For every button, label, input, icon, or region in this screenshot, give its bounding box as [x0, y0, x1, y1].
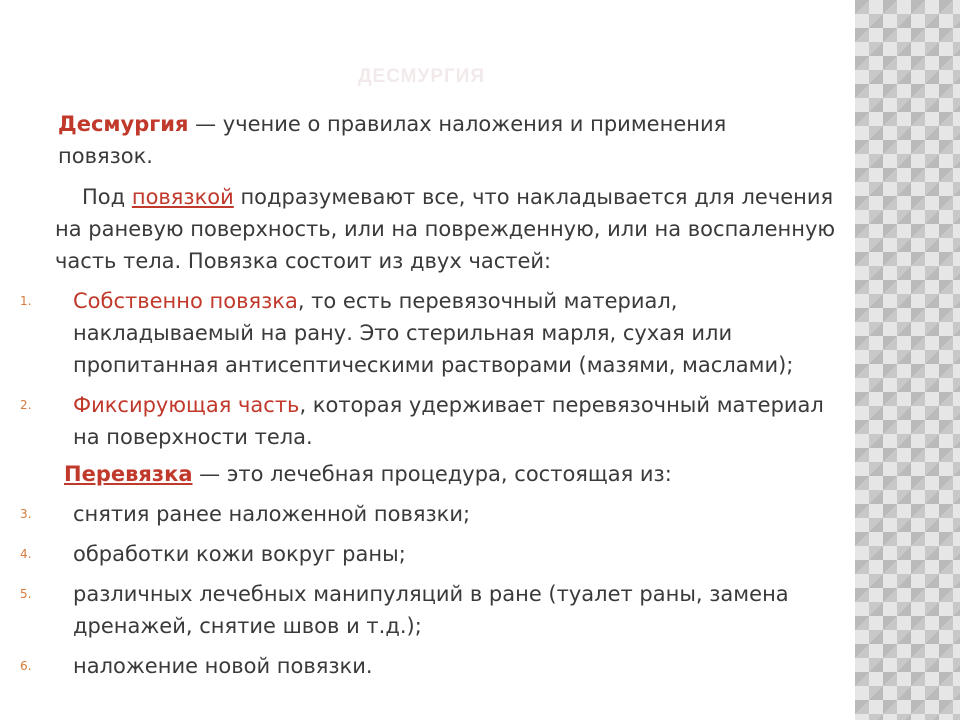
list-text: , то есть перевязочный материал, накладываемый на рану. Это стерильная марля, сухая или пропитанная антисептическими растворами (мазями, маслами);: [73, 289, 794, 377]
list-item: [0, 538, 833, 570]
bandage-text: подразумевают все, что накладывается для лечения на раневую поверхность, или на поврежденную, или на воспаленную часть тела. Повязка состоит из двух частей:: [55, 185, 836, 273]
list-term: Фиксирующая часть: [73, 393, 300, 417]
list-item: [0, 285, 833, 381]
list-number: 4.: [20, 547, 32, 561]
dressing-text: — это лечебная процедура, состоящая из:: [192, 462, 672, 486]
decorative-side-panel: [855, 0, 960, 720]
list-item: [0, 389, 833, 453]
term-dressing-link[interactable]: Перевязка: [64, 462, 193, 486]
list-number: 1.: [20, 294, 32, 308]
list-item: [0, 578, 833, 642]
slide-body: [0, 108, 850, 682]
bandage-intro: Под: [82, 185, 132, 209]
bandage-parts-list: [0, 285, 850, 453]
list-item: [0, 650, 833, 682]
list-text: снятия ранее наложенной повязки;: [73, 502, 471, 526]
list-term: Собственно повязка: [73, 289, 298, 313]
paragraph-definition: [0, 108, 818, 172]
list-number: 2.: [20, 398, 32, 412]
list-text: наложение новой повязки.: [73, 654, 373, 678]
list-item: [0, 498, 833, 530]
term-desmurgy: Десмургия: [58, 112, 189, 136]
term-bandage-link[interactable]: повязкой: [131, 185, 234, 209]
list-number: 5.: [20, 587, 32, 601]
list-text: , которая удерживает перевязочный материал на поверхности тела.: [73, 393, 824, 449]
list-number: 3.: [20, 507, 32, 521]
dressing-steps-list: [0, 498, 850, 682]
list-number: 6.: [20, 659, 32, 673]
slide-title: ДЕСМУРГИЯ: [358, 66, 486, 87]
paragraph-dressing: [0, 458, 845, 490]
paragraph-bandage: [0, 181, 845, 277]
list-text: различных лечебных манипуляций в ране (туалет раны, замена дренажей, снятие швов и т.д.);: [73, 582, 789, 638]
list-text: обработки кожи вокруг раны;: [73, 542, 406, 566]
definition-text: — учение о правилах наложения и применения повязок.: [58, 112, 727, 168]
